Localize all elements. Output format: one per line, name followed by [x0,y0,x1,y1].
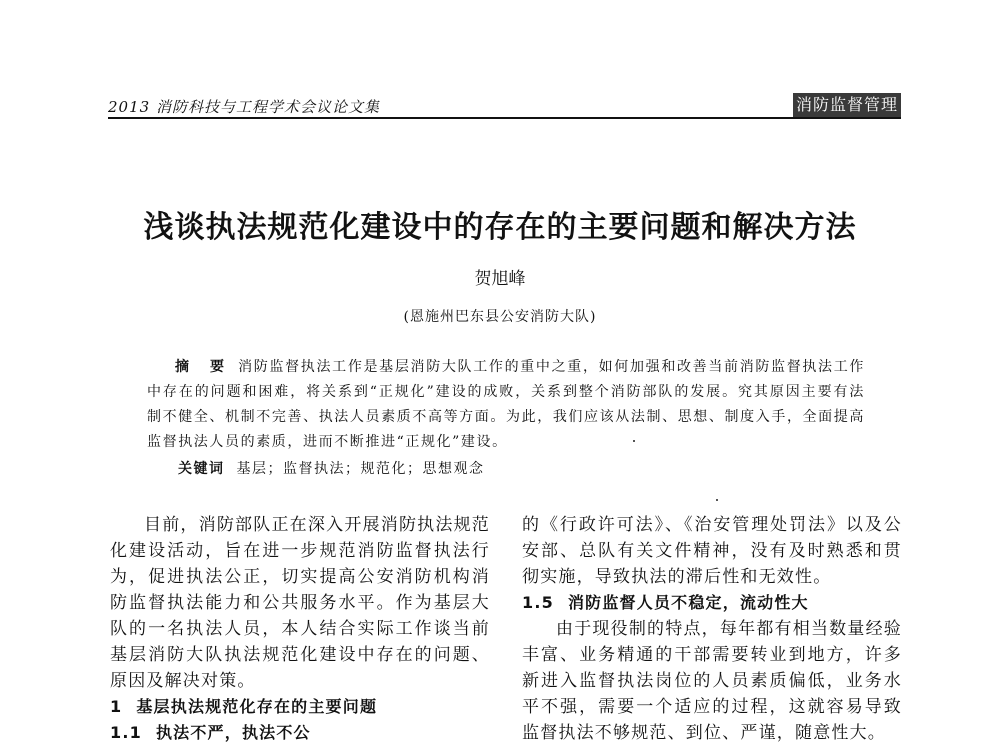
right-column [522,512,902,746]
scan-speck [633,440,635,442]
left-column [110,512,490,746]
subsection-title: 执法不严，执法不公 [155,723,311,742]
abstract-text: 消防监督执法工作是基层消防大队工作的重中之重，如何加强和改善当前消防监督执法工作中存在的问题和困难，将关系到“正规化”建设的成败，关系到整个消防部队的发展。究其原因主要有法制不健全、机制不完善、执法人员素质不高等方面。为此，我们应该从法制、思想、制度入手，全面提高监督执法人员的素质，进而不断推进“正规化”建设。 [147,359,866,450]
section-title: 基层执法规范化存在的主要问题 [136,697,378,716]
subsection-heading-1-5 [522,590,902,616]
subsection-heading-1-1 [110,720,490,746]
section-tag: 消防监督管理 [793,93,901,117]
intro-paragraph: 目前，消防部队正在深入开展消防执法规范化建设活动，旨在进一步规范消防监督执法行为，促进执法公正，切实提高公安消防机构消防监督执法能力和公共服务水平。作为基层大队的一名执法人员，本人结合实际工作谈当前基层消防大队执法规范化建设中存在的问题、原因及解决对策。 [110,515,490,691]
continued-paragraph: 的《行政许可法》、《治安管理处罚法》以及公安部、总队有关文件精神，没有及时熟悉和贯彻实施，导致执法的滞后性和无效性。 [522,515,902,587]
keywords-label: 关键词 [178,461,225,477]
running-header: 2013 消防科技与工程学术会议论文集 [108,98,380,116]
author-name: 贺旭峰 [474,269,526,289]
header-rule [108,117,901,119]
keywords [178,458,485,478]
author-affiliation: (恩施州巴东县公安消防大队) [403,309,597,325]
body-paragraph: 由于现役制的特点，每年都有相当数量经验丰富、业务精通的干部需要转业到地方，许多新进入监督执法岗位的人员素质偏低，业务水平不强，需要一个适应的过程，这就容易导致监督执法不够规范、到位、严谨，随意性大。 [522,619,902,743]
subsection-title: 消防监督人员不稳定，流动性大 [567,593,809,612]
subsection-number: 1.5 [522,593,554,612]
abstract-label: 摘 要 [175,359,233,375]
subsection-number: 1.1 [110,723,142,742]
abstract [147,355,865,455]
scan-speck [716,499,718,501]
section-heading-1 [110,694,490,720]
paper-title: 浅谈执法规范化建设中的存在的主要问题和解决方法 [143,210,857,245]
keywords-text: 基层；监督执法；规范化；思想观念 [236,461,485,477]
section-number: 1 [110,697,123,716]
